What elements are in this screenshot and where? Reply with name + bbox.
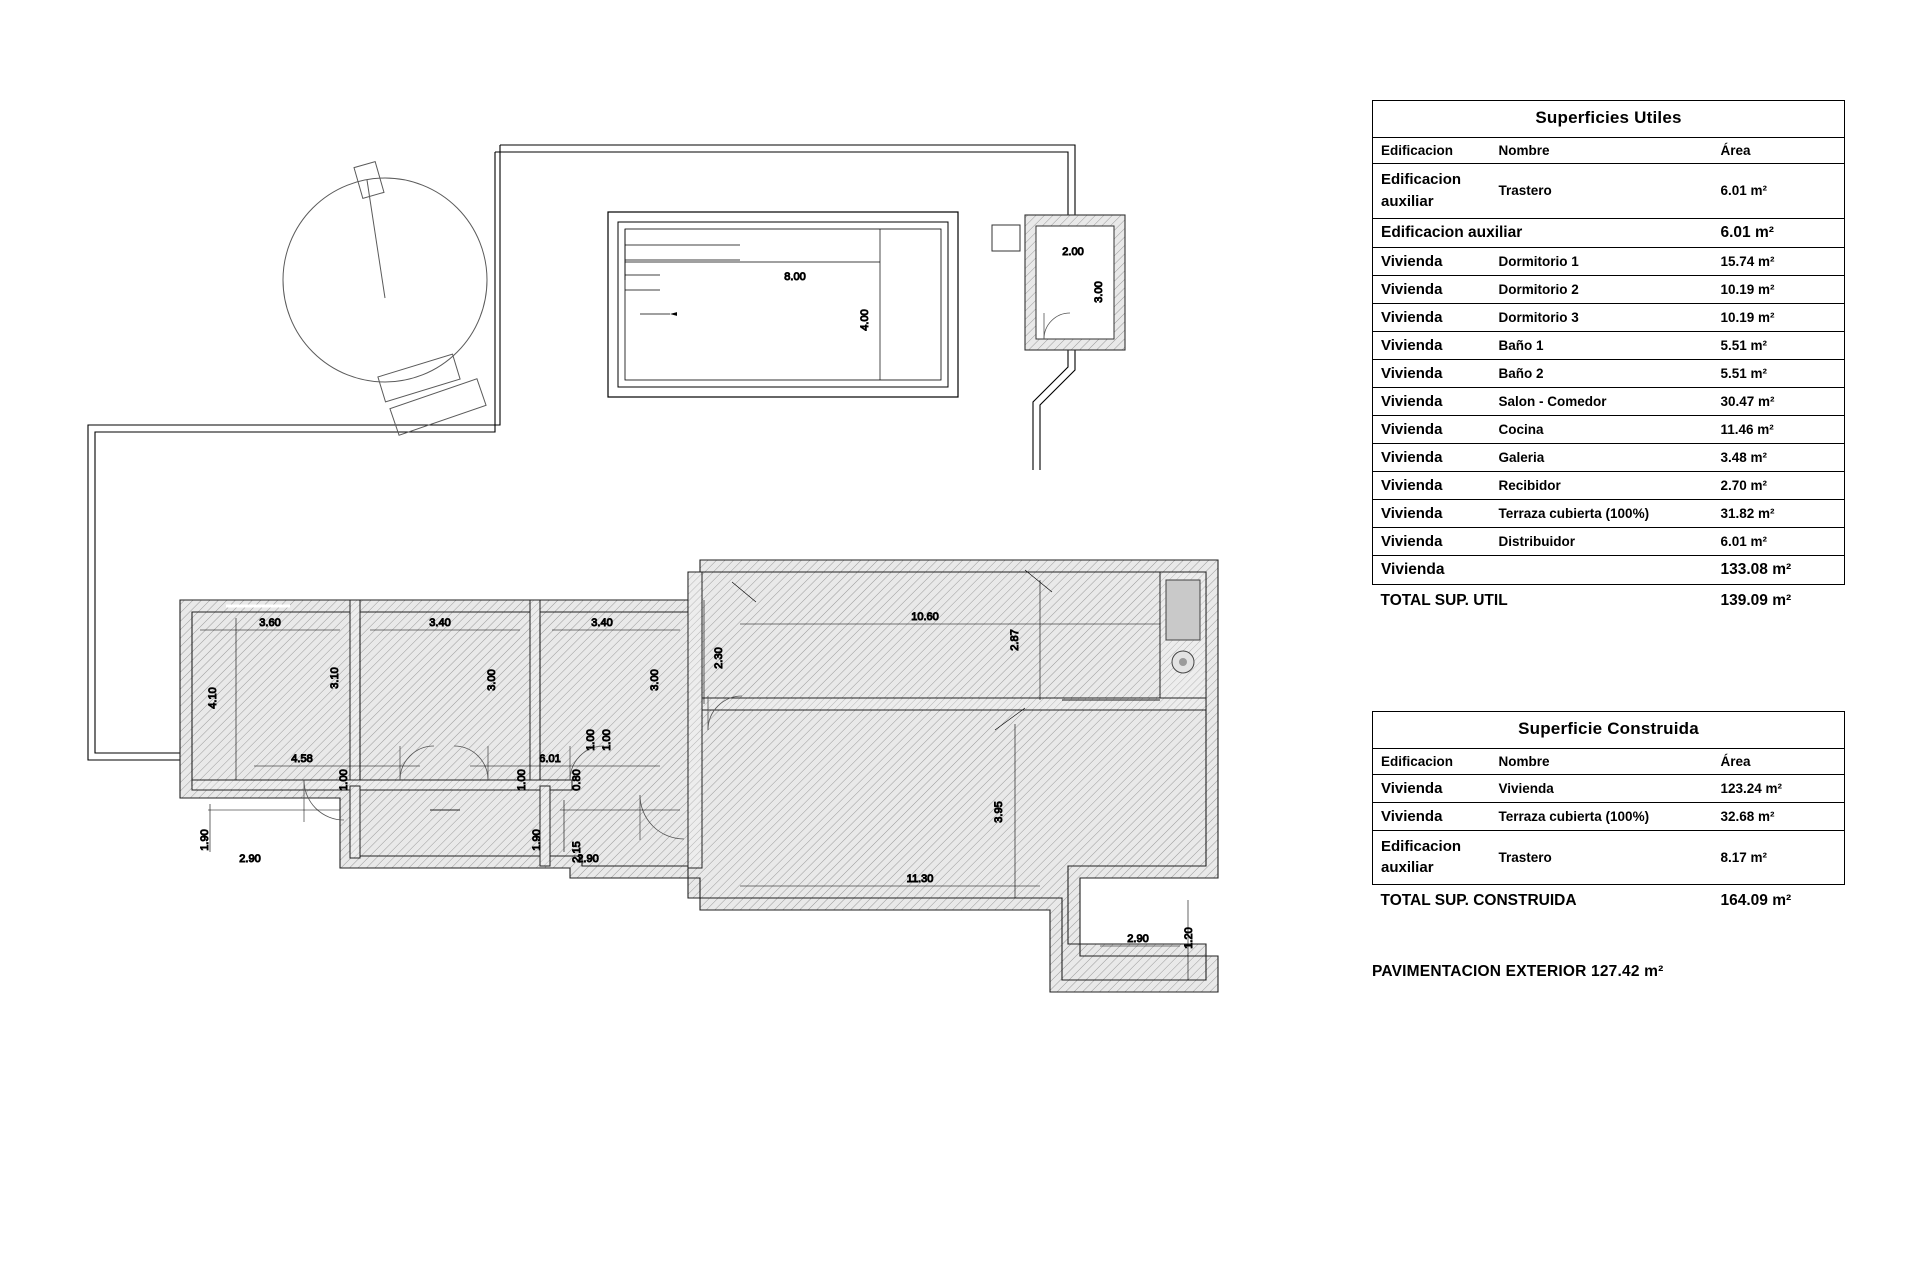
pool-dimension-lines [625, 229, 880, 380]
dim-galeria-width: 2.90 [1127, 933, 1149, 945]
header-area: Área [1713, 138, 1845, 164]
tree-symbol [283, 162, 487, 436]
dim-bed1-inner-depth: 3.10 [329, 667, 341, 689]
dim-hall-depth: 2.15 [571, 841, 583, 863]
table-header-row [1373, 748, 1845, 774]
dim-bath2-width: 2.90 [577, 853, 599, 865]
dim-door-c: 1.00 [601, 729, 613, 751]
table-row-subtotal: Vivienda 133.08 m² [1373, 555, 1845, 584]
dim-door-a: 1.00 [338, 769, 350, 791]
table-row: Vivienda Dormitorio 2 10.19 m² [1373, 275, 1845, 303]
table-row: Vivienda Dormitorio 3 10.19 m² [1373, 303, 1845, 331]
dim-pool-length: 8.00 [784, 271, 806, 283]
table-row-total: TOTAL SUP. UTIL 139.09 m² [1380, 591, 1792, 609]
dim-corridor-a: 4.58 [291, 753, 313, 765]
dim-bed1-depth: 4.10 [207, 687, 219, 709]
trastero-building [992, 215, 1125, 350]
dim-bath1-depth: 1.90 [199, 829, 211, 851]
table-superficie-construida [1372, 711, 1852, 916]
header-edificacion: Edificacion [1373, 748, 1491, 774]
table-row: Vivienda Dormitorio 1 15.74 m² [1373, 247, 1845, 275]
table-row: Vivienda Terraza cubierta (100%) 32.68 m² [1373, 802, 1845, 830]
dim-bed3-width: 3.40 [591, 617, 613, 629]
table-row-total: TOTAL SUP. CONSTRUIDA 164.09 m² [1380, 892, 1792, 909]
table-row: Vivienda Vivienda 123.24 m² [1373, 774, 1845, 802]
table-row: Vivienda Distribuidor 6.01 m² [1373, 527, 1845, 555]
header-edificacion: Edificacion [1373, 138, 1491, 164]
dim-bed2-width: 3.40 [429, 617, 451, 629]
dim-corridor-b: 6.01 [539, 753, 561, 765]
table-row: Vivienda Baño 1 5.51 m² [1373, 331, 1845, 359]
table-spacer [1372, 615, 1852, 711]
dim-kitchen-depth: 2.30 [713, 647, 725, 669]
swimming-pool [608, 212, 958, 397]
table-row: Vivienda Galeria 3.48 m² [1373, 443, 1845, 471]
table-row: Edificacion auxiliar Trastero 8.17 m² [1373, 830, 1845, 885]
table-row: Vivienda Cocina 11.46 m² [1373, 415, 1845, 443]
table-row: Vivienda Salon - Comedor 30.47 m² [1373, 387, 1845, 415]
floor-plan-drawing [40, 40, 1360, 1240]
dim-bed3-depth: 3.00 [649, 669, 661, 691]
table-title-utiles: Superficies Utiles [1372, 100, 1845, 137]
header-nombre: Nombre [1491, 138, 1713, 164]
table-row: Vivienda Recibidor 2.70 m² [1373, 471, 1845, 499]
table-row: Edificacion auxiliar Trastero 6.01 m² [1373, 164, 1845, 219]
header-area: Área [1713, 748, 1845, 774]
table-row-subtotal: Edificacion auxiliar 6.01 m² [1373, 218, 1845, 247]
dim-salon-right: 2.87 [1009, 629, 1021, 651]
dim-bed1-width: 3.60 [259, 617, 281, 629]
dim-bed2-depth: 3.00 [486, 669, 498, 691]
pavimentacion-exterior-note: PAVIMENTACION EXTERIOR 127.42 m² [1372, 963, 1664, 980]
dim-door-e: 0.80 [571, 769, 583, 791]
dim-bath2-depth: 1.90 [531, 829, 543, 851]
dim-door-d: 1.00 [585, 729, 597, 751]
area-schedules [1372, 100, 1852, 981]
dim-pool-width: 4.00 [859, 309, 871, 331]
header-nombre: Nombre [1491, 748, 1713, 774]
dim-shed-width: 2.00 [1062, 246, 1084, 258]
dim-galeria-depth: 1.20 [1183, 927, 1195, 949]
dim-terrace-length: 11.30 [906, 873, 934, 885]
dim-salon-length: 10.60 [911, 611, 939, 623]
dim-terrace-depth: 3.95 [993, 801, 1005, 823]
table-row: Vivienda Terraza cubierta (100%) 31.82 m² [1373, 499, 1845, 527]
table-title-construida: Superficie Construida [1372, 711, 1845, 748]
table-header-row [1373, 138, 1845, 164]
dim-shed-depth: 3.00 [1093, 281, 1105, 303]
dim-door-b: 1.00 [516, 769, 528, 791]
table-row: Vivienda Baño 2 5.51 m² [1373, 359, 1845, 387]
dim-bath1-width: 2.90 [239, 853, 261, 865]
table-superficies-utiles [1372, 100, 1852, 615]
